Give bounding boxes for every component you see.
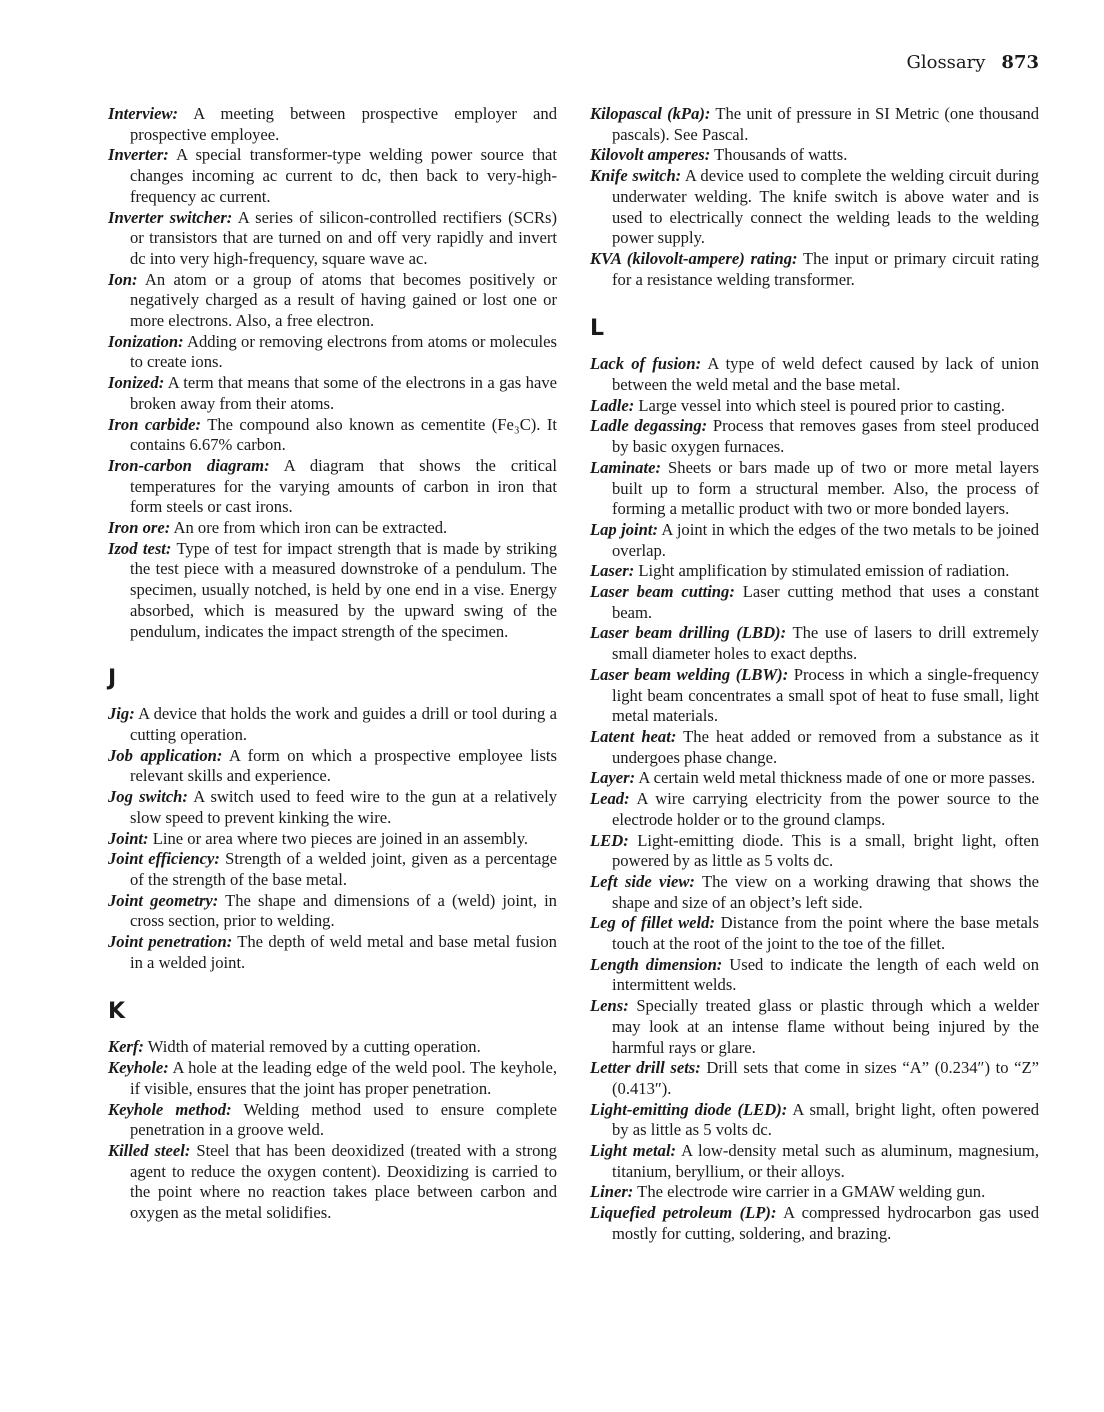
glossary-term: Lens: [590,996,629,1016]
glossary-entry [590,727,1039,768]
glossary-term: Laser beam drilling (LBD): [590,623,787,643]
glossary-entry [590,1141,1039,1182]
glossary-term: Light metal: [590,1141,677,1161]
glossary-term: Knife switch: [590,166,682,186]
glossary-definition: Process that removes gases from steel produced by basic oxygen furnaces. [612,416,1039,457]
glossary-term: Lead: [590,789,630,809]
glossary-term: Jig: [108,704,135,724]
glossary-definition: A wire carrying electricity from the power source to the electrode holder or to the ground clamps. [612,789,1039,829]
glossary-entry [108,932,557,973]
glossary-entry [108,1141,557,1224]
glossary-entry [590,623,1039,664]
glossary-term: Izod test: [108,538,172,558]
glossary-term: Liner: [590,1182,634,1202]
glossary-definition: Drill sets that come in sizes “A” (0.234″) to “Z” (0.413″). [612,1058,1040,1098]
glossary-entry [108,373,557,414]
glossary-definition: A device that holds the work and guides a drill or tool during a cutting operation. [130,704,557,744]
glossary-term: Kilopascal (kPa): [590,104,711,123]
glossary-term: Joint penetration: [108,932,233,952]
glossary-term: Ion: [108,269,138,289]
glossary-definition: Light amplification by stimulated emission of radiation. [634,561,1010,581]
glossary-entry [108,332,557,373]
page-header [906,50,1039,76]
glossary-entry [590,1182,1039,1203]
glossary-entry [590,458,1039,520]
glossary-entry [590,1203,1039,1244]
glossary-entry [590,872,1039,913]
glossary-term: Inverter switcher: [108,207,233,227]
glossary-definition: The heat added or removed from a substance as it undergoes phase change. [612,726,1039,767]
glossary-definition: An ore from which iron can be extracted. [170,518,448,538]
glossary-entry [108,518,557,539]
glossary-definition: A certain weld metal thickness made of one or more passes. [635,768,1036,788]
glossary-entry [590,768,1039,789]
glossary-entry [590,354,1039,395]
glossary-term: Left side view: [590,871,695,891]
glossary-term: Ladle degassing: [590,416,708,436]
glossary-entry [590,831,1039,872]
glossary-term: Letter drill sets: [590,1058,701,1078]
glossary-definition: A diagram that shows the critical temperatures for the varying amounts of carbon in iron that form steels or cast irons. [130,455,557,517]
glossary-term: Ladle: [590,395,635,415]
right-column [590,104,1039,1245]
glossary-term: Laser beam cutting: [590,582,735,602]
glossary-definition: A type of weld defect caused by lack of union between the weld metal and the base metal. [612,354,1039,395]
glossary-term: Kilovolt amperes: [590,145,711,165]
glossary-definition: The input or primary circuit rating for a resistance welding transformer. [612,248,1039,289]
glossary-term: Keyhole method: [108,1099,232,1119]
glossary-term: Length dimension: [590,954,723,974]
entries-j [108,704,557,973]
glossary-entry [108,270,557,332]
glossary-definition: A hole at the leading edge of the weld pool. The keyhole, if visible, ensures that the joint has proper penetration. [130,1058,557,1098]
glossary-term: Joint efficiency: [108,849,220,869]
glossary-term: Liquefied petroleum (LP): [590,1203,777,1223]
glossary-term: Interview: [108,104,179,123]
glossary-entry [108,539,557,643]
glossary-term: Layer: [590,768,636,788]
glossary-entry [590,582,1039,623]
glossary-entry [590,996,1039,1058]
glossary-definition: Thousands of watts. [710,145,848,165]
glossary-entry [590,665,1039,727]
glossary-definition: Specially treated glass or plastic through which a welder may look at an intense flame without being injured by the harmful rays or glare. [612,996,1039,1057]
glossary-definition: The shape and dimensions of a (weld) joint, in cross section, prior to welding. [130,890,557,931]
glossary-definition: Light-emitting diode. This is a small, bright light, often powered by as little as 5 volts dc. [612,830,1039,871]
glossary-definition: Process in which a single-frequency light beam concentrates a small spot of heat to fuse small, light metal materials. [612,664,1039,726]
entries-k [108,1037,557,1223]
glossary-entry [590,955,1039,996]
glossary-term: Light-emitting diode (LED): [590,1099,788,1119]
glossary-entry [108,746,557,787]
glossary-definition: A meeting between prospective employer and prospective employee. [130,104,557,144]
glossary-entry [108,891,557,932]
glossary-definition: Sheets or bars made up of two or more metal layers built up to form a structural member. Also, the process of forming a metallic product with two or more bonded layers. [612,457,1039,519]
glossary-entry [108,208,557,270]
glossary-entry [108,415,557,456]
glossary-definition: Distance from the point where the base metals touch at the root of the joint to the toe of the fillet. [612,913,1039,954]
letter-heading-l: L [590,316,605,342]
glossary-definition: Width of material removed by a cutting operation. [143,1037,481,1057]
glossary-definition: Type of test for impact strength that is made by striking the test piece with a measured downstroke of a pendulum. The specimen, usually notched, is held by one end in a vise. Energy absorbed, which is measured by the upward swing of the pendulum, indicates the impact strength of the specimen. [130,538,557,641]
glossary-entry [590,1058,1039,1099]
section-name: Glossary [906,52,986,73]
glossary-definition: Used to indicate the length of each weld on intermittent welds. [612,954,1039,995]
glossary-term: Killed steel: [108,1140,191,1160]
glossary-definition: The view on a working drawing that shows the shape and size of an object’s left side. [612,871,1039,912]
glossary-definition: Laser cutting method that uses a constant beam. [612,582,1039,622]
glossary-term: Joint geometry: [108,890,219,910]
glossary-entry [590,520,1039,561]
glossary-term: Lack of fusion: [590,354,702,374]
glossary-entry [590,396,1039,417]
entries-i [108,104,557,642]
glossary-term: KVA (kilovolt-ampere) rating: [590,248,798,268]
glossary-entry [590,104,1039,145]
glossary-term: Inverter: [108,145,169,165]
glossary-term: Ionization: [108,331,184,351]
glossary-entry [108,1037,557,1058]
glossary-definition: The electrode wire carrier in a GMAW welding gun. [633,1182,986,1202]
glossary-definition: An atom or a group of atoms that becomes positively or negatively charged as a result of having gained or lost one or more electrons. Also, a free electron. [130,269,557,331]
glossary-definition: Strength of a welded joint, given as a percentage of the strength of the base metal. [130,849,557,889]
entries-l [590,354,1039,1244]
glossary-term: Laminate: [590,457,661,477]
glossary-term: Laser: [590,561,635,581]
glossary-term: LED: [590,830,629,850]
glossary-entry [108,849,557,890]
glossary-term: Jog switch: [108,787,188,807]
glossary-term: Leg of fillet weld: [590,913,715,933]
glossary-entry [590,789,1039,830]
glossary-definition: A series of silicon-controlled rectifiers (SCRs) or transistors that are turned on and off very rapidly and invert dc into very high-frequency, square wave ac. [130,207,557,268]
glossary-definition: A low-density metal such as aluminum, magnesium, titanium, beryllium, or their alloys. [612,1141,1039,1181]
glossary-definition: The unit of pressure in SI Metric (one thousand pascals). See Pascal. [612,104,1039,144]
glossary-term: Lap joint: [590,519,658,539]
glossary-term: Ionized: [108,373,165,393]
glossary-term: Joint: [108,828,149,848]
glossary-entry [590,166,1039,249]
glossary-term: Job application: [108,745,223,765]
glossary-entry [108,104,557,145]
glossary-entry [108,787,557,828]
glossary-definition: A joint in which the edges of the two metals to be joined overlap. [612,519,1039,560]
glossary-entry [108,829,557,850]
glossary-entry [590,1100,1039,1141]
glossary-definition: The depth of weld metal and base metal fusion in a welded joint. [130,932,557,972]
glossary-definition: Adding or removing electrons from atoms or molecules to create ions. [130,331,557,372]
entries-k-continued [590,104,1039,290]
glossary-term: Iron-carbon diagram: [108,455,270,475]
glossary-entry [590,249,1039,290]
letter-heading-j: J [108,666,117,692]
glossary-entry [108,1100,557,1141]
letter-heading-k: K [108,999,126,1025]
glossary-entry [108,1058,557,1099]
glossary-definition: A switch used to feed wire to the gun at a relatively slow speed to prevent kinking the wire. [130,787,557,827]
glossary-entry [108,145,557,207]
glossary-definition: A compressed hydrocarbon gas used mostly for cutting, soldering, and brazing. [612,1203,1039,1243]
glossary-term: Latent heat: [590,726,677,746]
glossary-entry [590,416,1039,457]
left-column [108,104,557,1224]
glossary-entry [108,456,557,518]
glossary-entry [590,561,1039,582]
glossary-definition: A term that means that some of the electrons in a gas have broken away from their atoms. [130,373,557,413]
glossary-definition: Large vessel into which steel is poured prior to casting. [634,395,1005,415]
glossary-definition: The use of lasers to drill extremely small diameter holes to exact depths. [612,623,1039,664]
glossary-entry [108,704,557,745]
glossary-term: Keyhole: [108,1058,169,1078]
glossary-definition: A special transformer-type welding power source that changes incoming ac current to dc, then back to very-high-frequency ac current. [130,145,557,206]
glossary-definition: Steel that has been deoxidized (treated with a strong agent to reduce the oxygen content). Deoxidizing is carried to the point where no reaction takes place between carbon and oxygen as the metal solidifies. [130,1140,557,1223]
glossary-term: Iron ore: [108,518,171,538]
glossary-definition: A small, bright light, often powered by as little as 5 volts dc. [612,1099,1040,1140]
glossary-definition: A device used to complete the welding circuit during underwater welding. The knife switch is above water and is used to electrically connect the welding leads to the welding power supply. [612,166,1040,248]
glossary-term: Iron carbide: [108,414,202,434]
glossary-term: Laser beam welding (LBW): [590,664,789,684]
glossary-definition: A form on which a prospective employee lists relevant skills and experience. [130,745,558,786]
page-number: 873 [1001,52,1039,73]
glossary-entry [590,913,1039,954]
glossary-entry [590,145,1039,166]
glossary-term: Kerf: [108,1037,144,1057]
glossary-definition: The compound also known as cementite (Fe₃C). It contains 6.67% carbon. [130,414,557,455]
glossary-definition: Welding method used to ensure complete penetration in a groove weld. [130,1099,557,1140]
glossary-definition: Line or area where two pieces are joined in an assembly. [148,828,529,848]
